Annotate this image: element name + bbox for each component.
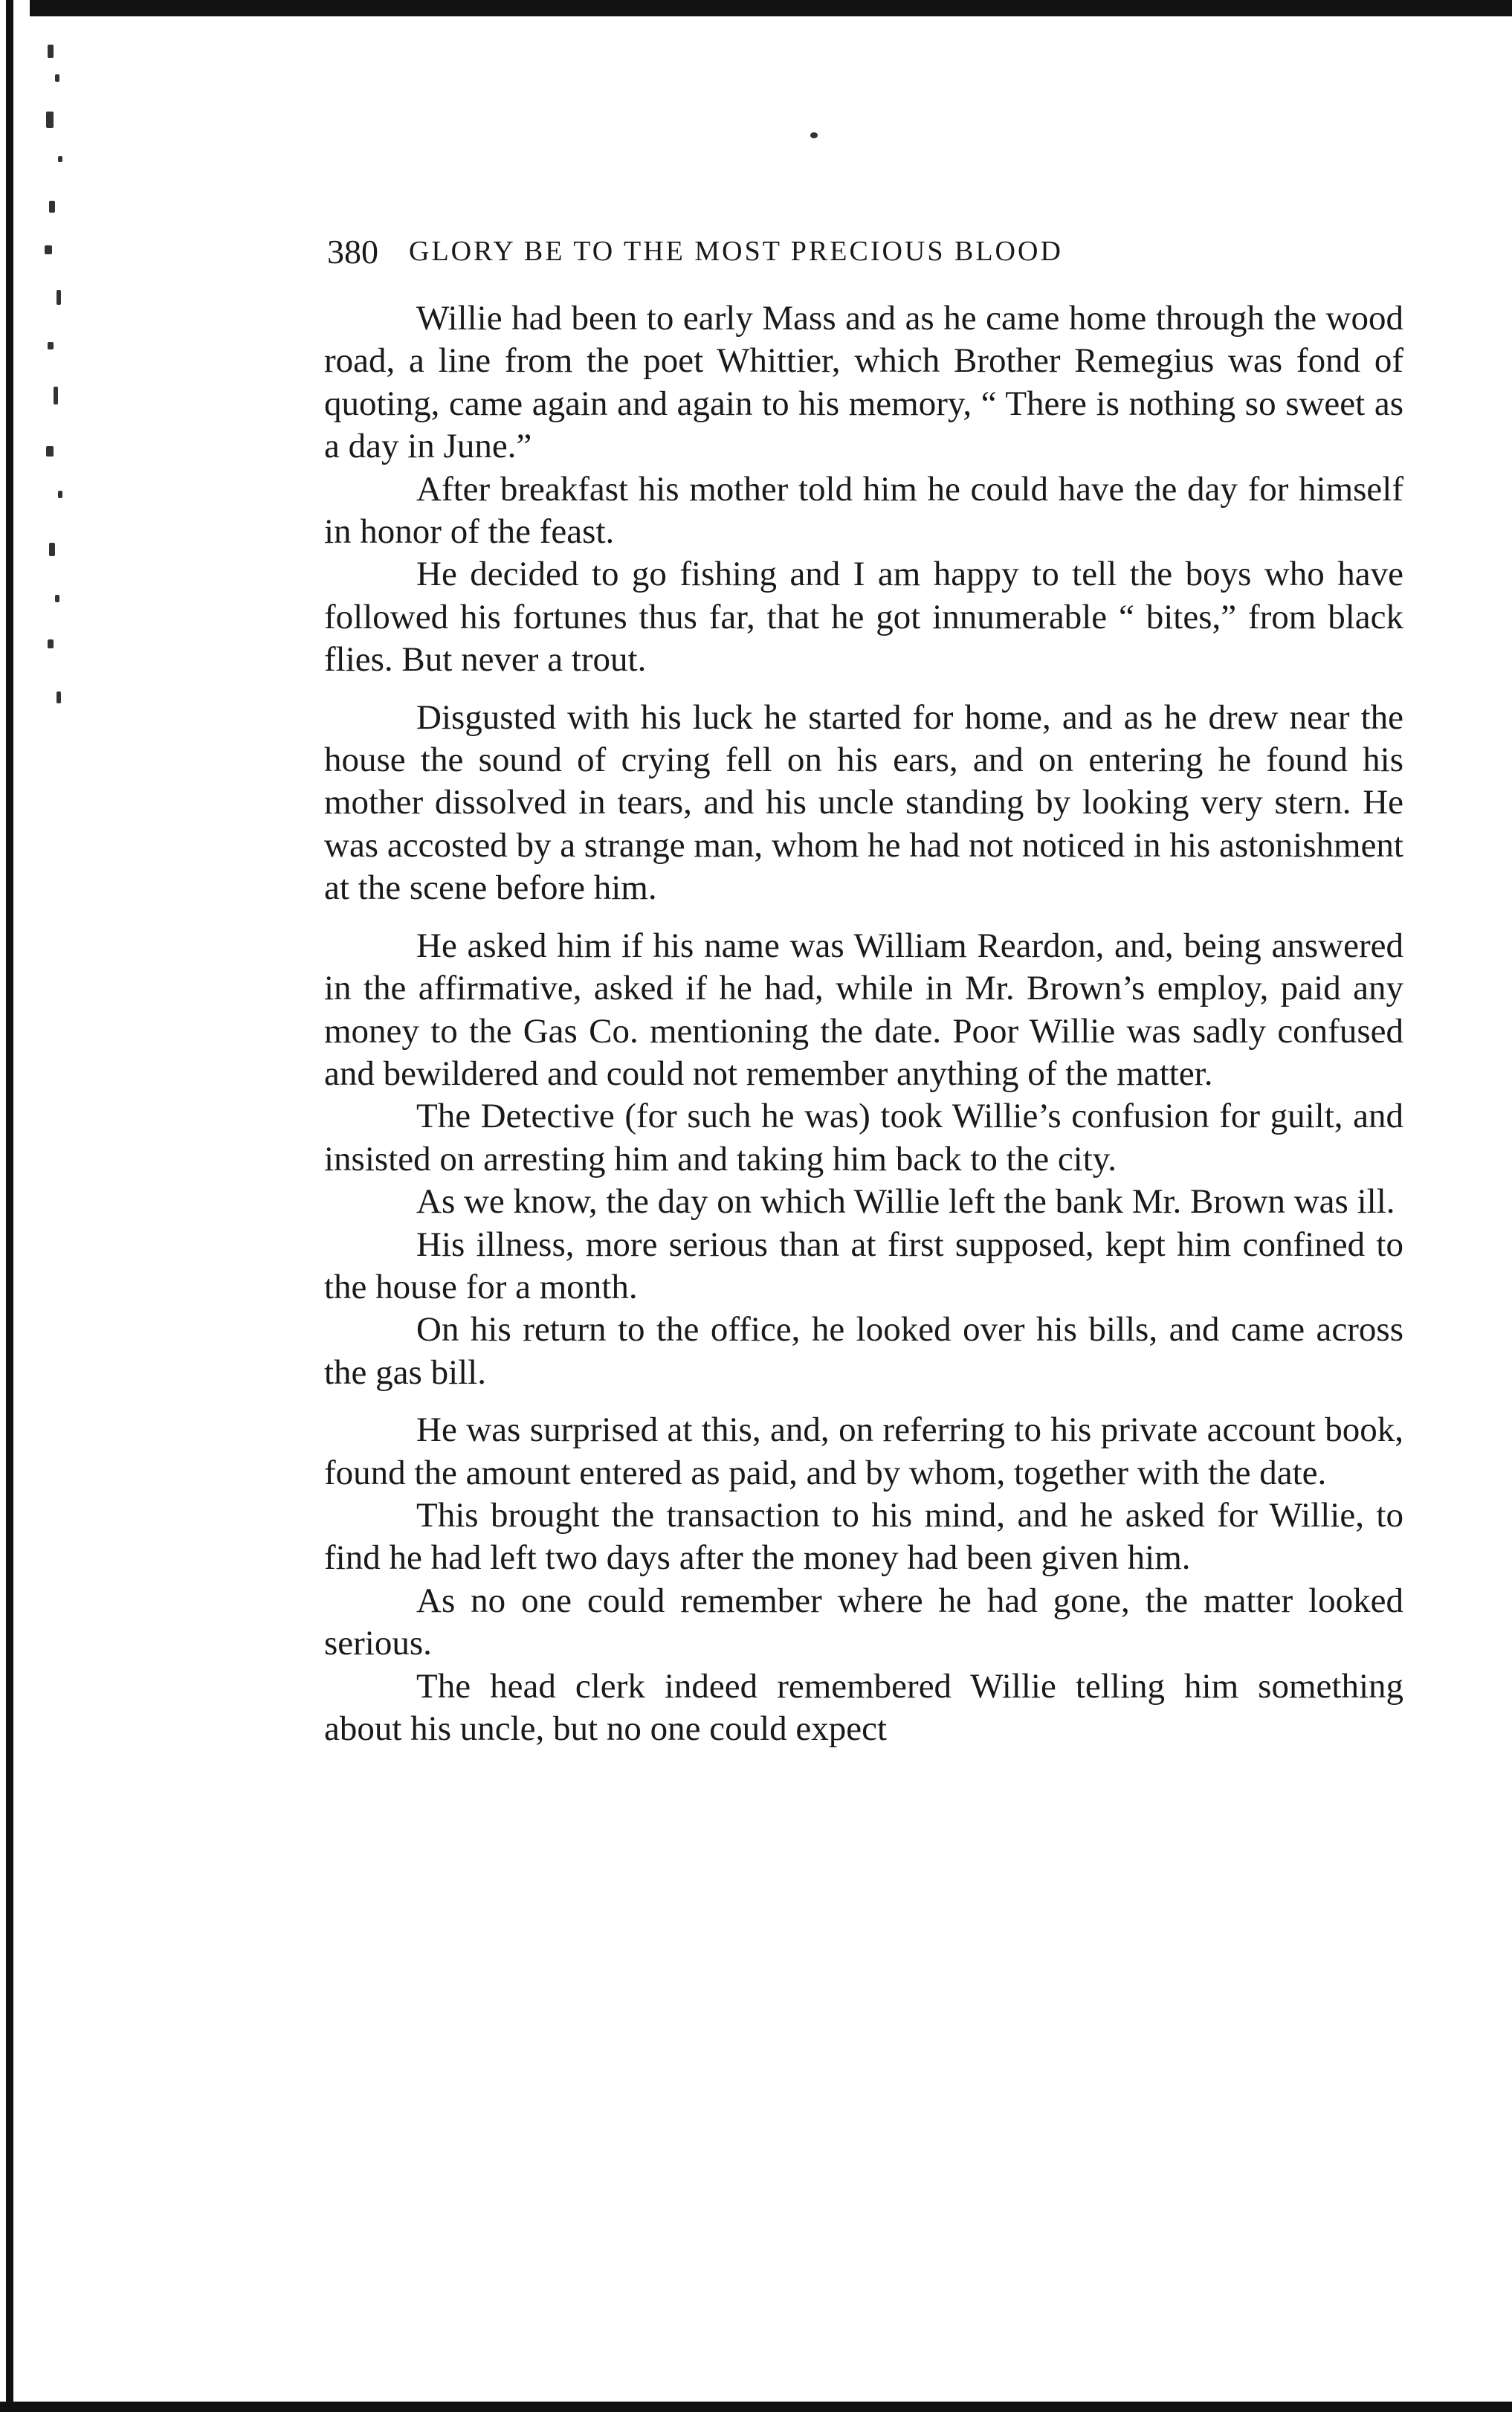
page-number: 380: [327, 232, 378, 271]
paragraph-11: This brought the transaction to his mind, and he asked for Willie, to find he had left two days after the money had been given him.: [324, 1495, 1403, 1578]
paragraph-8: His illness, more serious than at first supposed, kept him confined to the house for a month.: [324, 1225, 1403, 1306]
paragraph-2: After breakfast his mother told him he could have the day for himself in honor of the feast.: [324, 469, 1403, 552]
ink-speck: [810, 132, 818, 138]
paragraph-9: On his return to the office, he looked over his bills, and came across the gas bill.: [324, 1310, 1403, 1392]
paragraph-12: As no one could remember where he had gone, the matter looked serious.: [324, 1581, 1403, 1663]
body-text: [324, 297, 1403, 1750]
paragraph-13: The head clerk indeed remembered Willie telling him something about his uncle, but no one could expect: [324, 1666, 1403, 1748]
paragraph-6: The Detective (for such he was) took Willie’s confusion for guilt, and insisted on arresting him and taking him back to the city.: [324, 1097, 1403, 1178]
paragraph-1: Willie had been to early Mass and as he came home through the wood road, a line from the poet Whittier, which Brother Remegius was fond of quoting, came again and again to his memory, “ There is nothing so sweet as a day in June.”: [324, 299, 1403, 466]
paragraph-10: He was surprised at this, and, on referring to his private account book, found the amount entered as paid, and by whom, together with the date.: [324, 1410, 1403, 1492]
paragraph-4: Disgusted with his luck he started for home, and as he drew near the house the sound of crying fell on his ears, and on entering he found his mother dissolved in tears, and his uncle standing by looking very stern. He was accosted by a strange man, whom he had not noticed in his astonishment at the scene before him.: [324, 697, 1403, 908]
paragraph-7: As we know, the day on which Willie left the bank Mr. Brown was ill.: [416, 1182, 1395, 1222]
page-border-left: [6, 0, 13, 2412]
binding-edge-marks: [45, 45, 74, 758]
running-title: GLORY BE TO THE MOST PRECIOUS BLOOD: [409, 236, 1063, 267]
paragraph-5: He asked him if his name was William Reardon, and, being answered in the affirmative, asked if he had, while in Mr. Brown’s employ, paid any money to the Gas Co. mentioning the date. Poor Willie was sadly confused and bewildered and could not remember anything of the matter.: [324, 926, 1403, 1093]
paragraph-3: He decided to go fishing and I am happy to tell the boys who have followed his fortunes thus far, that he got innumerable “ bites,” from black flies. But never a trout.: [324, 555, 1403, 680]
page-border-top: [30, 0, 1512, 16]
page-header: [327, 229, 1398, 274]
page-border-bottom: [0, 2402, 1512, 2412]
